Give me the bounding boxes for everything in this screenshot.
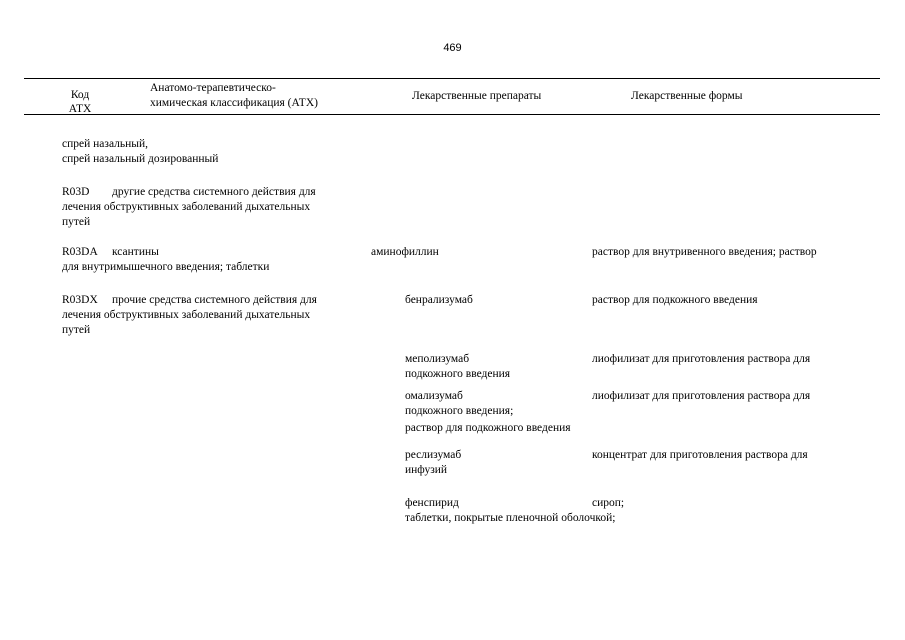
row-r03dx-line3: путей [62,324,91,336]
row-omalizumab-drug: омализумаб [405,390,463,402]
row-r03d-line1: другие средства системного действия для [112,186,316,198]
row-omalizumab-form-line2: подкожного введения; [405,405,514,417]
row-r03dx-line1: прочие средства системного действия для [112,294,317,306]
row-r03da-drug: аминофиллин [371,246,439,258]
row-r03d-line2: лечения обструктивных заболеваний дыхательных [62,201,311,213]
header-classification [150,81,318,111]
continued-forms [62,137,218,167]
row-r03dx-form: раствор для подкожного введения [592,294,758,306]
row-r03da-code: R03DA [62,246,98,258]
row-r03dx-line2: лечения обструктивных заболеваний дыхательных [62,309,311,321]
row-fenspiride-form-line1: сироп; [592,497,625,509]
row-r03d-classification [62,185,316,230]
row-r03dx-drug: бенрализумаб [405,294,473,306]
page-number: 469 [443,42,462,54]
row-r03d-line3: путей [62,216,91,228]
row-mepolizumab-form-line2: подкожного введения [405,368,511,380]
table-header-top-rule [24,78,880,79]
row-r03dx-classification [62,293,317,338]
row-r03da-form-line2: для внутримышечного введения; таблетки [62,261,270,273]
row-r03da-classification [62,245,159,260]
header-code-line1: Код [70,89,90,101]
continued-forms-line1: спрей назальный, [62,138,149,150]
row-fenspiride-form-line2: таблетки, покрытые пленочной оболочкой; [405,512,616,524]
header-class-line1: Анатомо-терапевтическо- [150,82,276,94]
row-mepolizumab-form-line1: лиофилизат для приготовления раствора для [592,353,811,365]
row-reslizumab-drug: реслизумаб [405,449,462,461]
row-reslizumab-form-line1: концентрат для приготовления раствора для [592,449,808,461]
table-header-bottom-rule [24,114,880,115]
row-mepolizumab-drug: меполизумаб [405,353,470,365]
header-class-line2: химическая классификация (АТХ) [150,97,318,109]
row-r03dx-code: R03DX [62,294,98,306]
row-reslizumab-form-line2: инфузий [405,464,448,476]
header-forms: Лекарственные формы [631,90,743,102]
row-omalizumab-form-line3: раствор для подкожного введения [405,422,571,434]
header-drugs: Лекарственные препараты [412,90,542,102]
row-r03da-form-line1: раствор для внутривенного введения; раствор [592,246,817,258]
row-r03d-code: R03D [62,186,90,198]
header-code [60,88,100,116]
row-omalizumab-form-line1: лиофилизат для приготовления раствора для [592,390,811,402]
header-code-line2: АТХ [68,103,92,115]
row-fenspiride-drug: фенспирид [405,497,459,509]
continued-forms-line2: спрей назальный дозированный [62,153,219,165]
row-r03da-name: ксантины [112,246,159,258]
